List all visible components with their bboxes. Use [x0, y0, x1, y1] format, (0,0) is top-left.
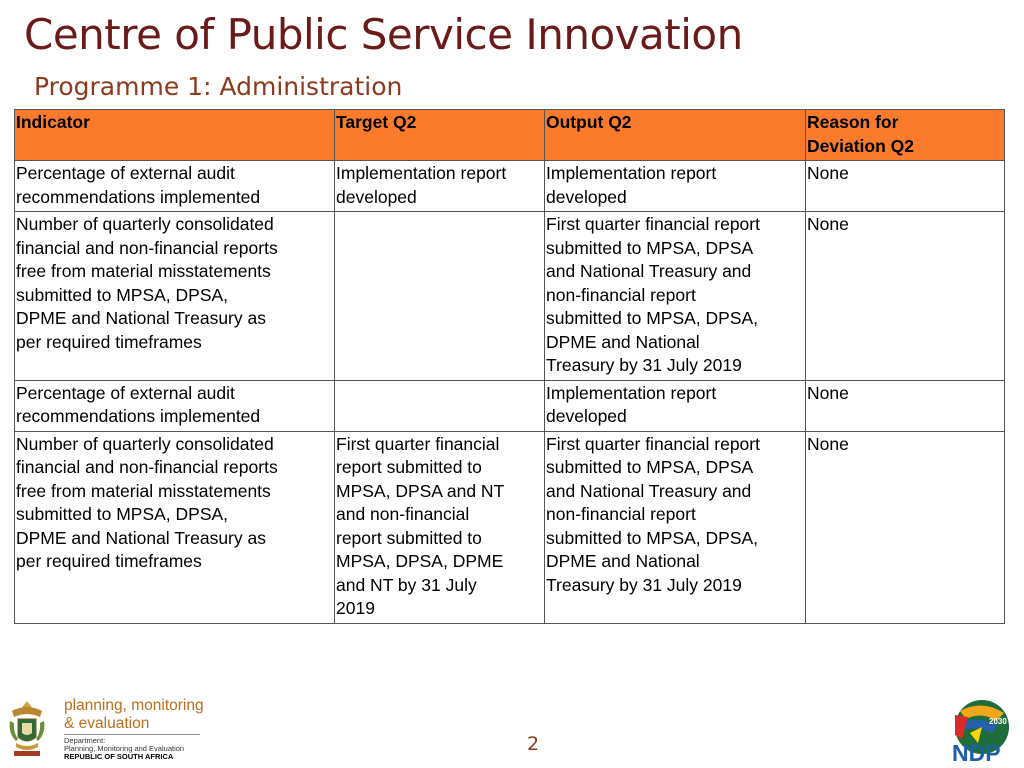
- cell-indicator: Percentage of external audit recommendations implemented: [15, 380, 335, 431]
- ndp-2030-logo-icon: [946, 697, 1016, 763]
- cell-reason: None: [806, 212, 1005, 381]
- cell-reason: None: [806, 161, 1005, 212]
- cell-output: First quarter financial report submitted to MPSA, DPSA and National Treasury and non-financial report submitted to MPSA, DPSA, DPME and National Treasury by 31 July 2019: [545, 212, 806, 381]
- table-row: [15, 380, 1005, 431]
- performance-table: [14, 109, 1005, 624]
- cell-output: Implementation report developed: [545, 380, 806, 431]
- cell-reason: None: [806, 431, 1005, 623]
- cell-target: [335, 212, 545, 381]
- cell-indicator: Percentage of external audit recommendations implemented: [15, 161, 335, 212]
- cell-target: First quarter financial report submitted to MPSA, DPSA and NT and non-financial report submitted to MPSA, DPSA, DPME and NT by 31 July 2019: [335, 431, 545, 623]
- dpme-dept-label: Department:: [64, 736, 106, 745]
- cell-reason: None: [806, 380, 1005, 431]
- dpme-logo-divider: [64, 734, 200, 735]
- table-row: [15, 212, 1005, 381]
- table-row: [15, 161, 1005, 212]
- dpme-logo-line2: & evaluation: [64, 715, 150, 732]
- coat-of-arms-icon: [4, 697, 50, 763]
- slide-subtitle: Programme 1: Administration: [34, 72, 403, 101]
- dpme-dept-name: Planning, Monitoring and Evaluation: [64, 744, 185, 753]
- dpme-logo: [4, 697, 204, 765]
- header-output-q2: Output Q2: [545, 110, 806, 161]
- dpme-country: REPUBLIC OF SOUTH AFRICA: [64, 752, 174, 761]
- header-indicator: Indicator: [15, 110, 335, 161]
- table-header-row: [15, 110, 1005, 161]
- cell-target: [335, 380, 545, 431]
- cell-target: Implementation report developed: [335, 161, 545, 212]
- cell-indicator: Number of quarterly consolidated financial and non-financial reports free from material misstatements submitted to MPSA, DPSA, DPME and National Treasury as per required timeframes: [15, 212, 335, 381]
- header-target-q2: Target Q2: [335, 110, 545, 161]
- ndp-text: NDP: [952, 740, 1001, 763]
- cell-output: First quarter financial report submitted to MPSA, DPSA and National Treasury and non-financial report submitted to MPSA, DPSA, DPME and National Treasury by 31 July 2019: [545, 431, 806, 623]
- page-number: 2: [527, 733, 540, 755]
- table-row: [15, 431, 1005, 623]
- header-reason-for-deviation: Reason for Deviation Q2: [806, 110, 1005, 161]
- slide-title: Centre of Public Service Innovation: [24, 10, 743, 59]
- cell-indicator: Number of quarterly consolidated financial and non-financial reports free from material misstatements submitted to MPSA, DPSA, DPME and National Treasury as per required timeframes: [15, 431, 335, 623]
- ndp-year: 2030: [989, 717, 1007, 726]
- cell-output: Implementation report developed: [545, 161, 806, 212]
- dpme-logo-line1: planning, monitoring: [64, 697, 204, 714]
